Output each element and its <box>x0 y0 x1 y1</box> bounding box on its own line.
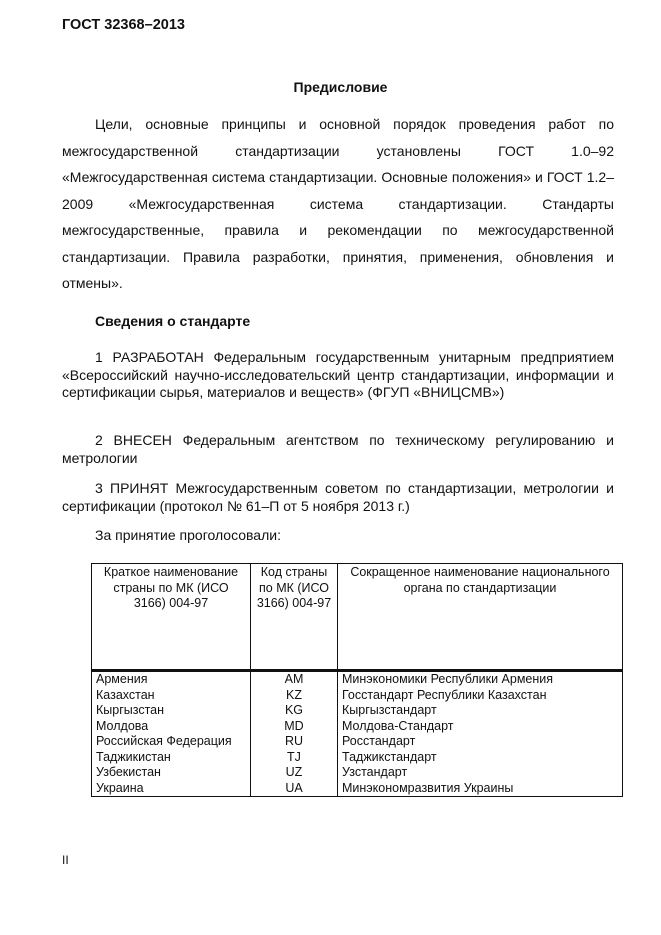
country-name-cell: Армения <box>92 671 251 688</box>
national-body-cell: Таджикстандарт <box>338 750 623 766</box>
country-name-cell: Молдова <box>92 719 251 735</box>
national-body-cell: Кыргызстандарт <box>338 703 623 719</box>
table-row <box>92 719 623 735</box>
country-name-cell: Таджикистан <box>92 750 251 766</box>
national-body-cell: Молдова-Стандарт <box>338 719 623 735</box>
country-code-cell: TJ <box>251 750 338 766</box>
country-code-cell: RU <box>251 734 338 750</box>
country-code-cell: MD <box>251 719 338 735</box>
standard-info-heading: Сведения о стандарте <box>95 313 251 329</box>
header-country-code: Код страны по МК (ИСО 3166) 004-97 <box>251 564 338 671</box>
table-row <box>92 765 623 781</box>
vote-intro-text: За принятие проголосовали: <box>95 527 281 543</box>
country-name-cell: Украина <box>92 781 251 797</box>
country-name-cell: Кыргызстан <box>92 703 251 719</box>
national-body-cell: Росстандарт <box>338 734 623 750</box>
adopted-by-paragraph: 3 ПРИНЯТ Межгосударственным советом по стандартизации, метрологии и сертификации (протокол № 61–П от 5 ноября 2013 г.) <box>62 480 614 514</box>
table-row <box>92 734 623 750</box>
table-header-row <box>92 564 623 671</box>
national-body-cell: Узстандарт <box>338 765 623 781</box>
foreword-intro-paragraph: Цели, основные принципы и основной порядок проведения работ по межгосударственной стандартизации установлены ГОСТ 1.0–92 «Межгосударственная система стандартизации. Основные положения» и ГОСТ 1.2–2009 «Межгосударственная система стандартизации. Стандарты межгосударственные, правила и рекомендации по межгосударственной стандартизации. Правила разработки, принятия, применения, обновления и отмены». <box>62 116 614 291</box>
country-code-cell: KZ <box>251 688 338 704</box>
national-body-cell: Минэкономразвития Украины <box>338 781 623 797</box>
country-name-cell: Казахстан <box>92 688 251 704</box>
developed-by-paragraph: 1 РАЗРАБОТАН Федеральным государственным унитарным предприятием «Всероссийский научно-исследовательский центр стандартизации, информации и сертификации сырья, материалов и веществ» (ФГУП «ВНИЦСМВ») <box>62 349 614 400</box>
submitted-by-paragraph: 2 ВНЕСЕН Федеральным агентством по техническому регулированию и метрологии <box>62 432 614 466</box>
table-row <box>92 703 623 719</box>
national-body-cell: Минэкономики Республики Армения <box>338 671 623 688</box>
table-row <box>92 750 623 766</box>
country-name-cell: Узбекистан <box>92 765 251 781</box>
table-row <box>92 671 623 688</box>
header-country-name: Краткое наименование страны по МК (ИСО 3166) 004-97 <box>92 564 251 671</box>
country-code-cell: KG <box>251 703 338 719</box>
voting-table <box>91 563 623 797</box>
country-name-cell: Российская Федерация <box>92 734 251 750</box>
document-code: ГОСТ 32368–2013 <box>62 17 185 33</box>
page-number: II <box>62 853 69 867</box>
country-code-cell: AM <box>251 671 338 688</box>
foreword-heading: Предисловие <box>293 79 388 95</box>
country-code-cell: UA <box>251 781 338 797</box>
table-row <box>92 781 623 797</box>
national-body-cell: Госстандарт Республики Казахстан <box>338 688 623 704</box>
header-national-body: Сокращенное наименование национального органа по стандартизации <box>338 564 623 671</box>
table-row <box>92 688 623 704</box>
country-code-cell: UZ <box>251 765 338 781</box>
